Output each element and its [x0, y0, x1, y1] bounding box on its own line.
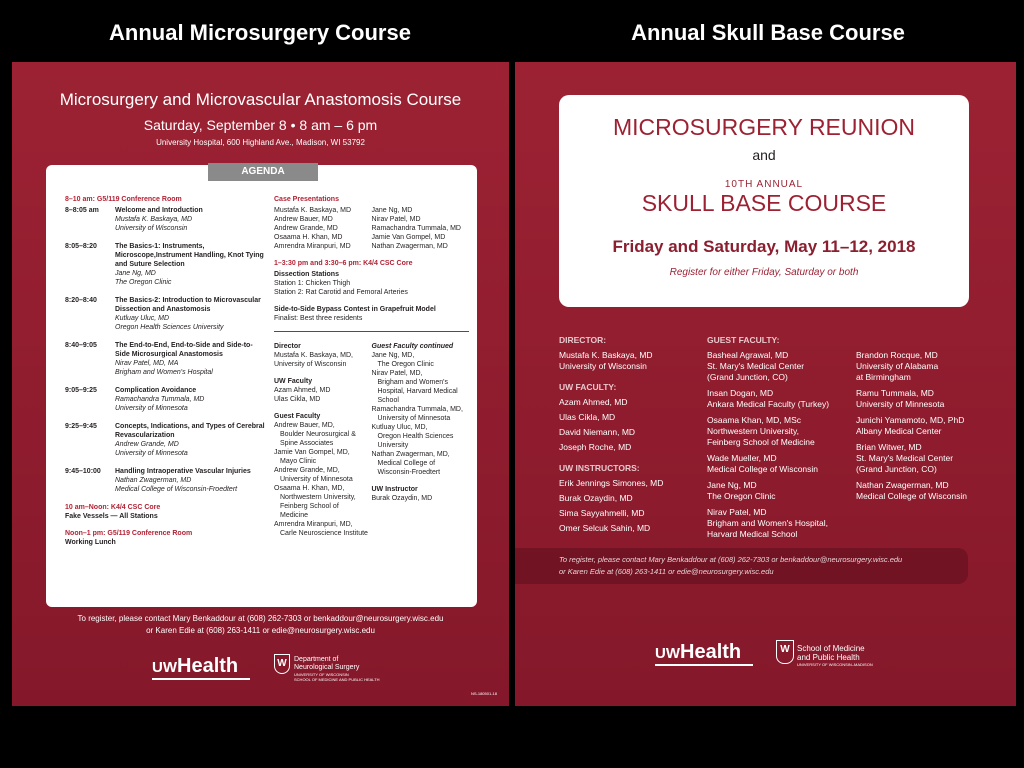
guest-faculty-entry	[707, 507, 857, 540]
guest-faculty-entry	[707, 350, 857, 383]
instructor-name: Sima Sayyahmelli, MD	[559, 508, 645, 518]
director-line: University of Wisconsin	[559, 361, 647, 371]
noon-text: Working Lunch	[65, 539, 116, 546]
session-time: 8:20–8:40	[65, 297, 97, 304]
session-speaker: Jane Ng, MD	[115, 270, 156, 277]
guest-faculty-line: Nirav Patel, MD	[707, 507, 767, 517]
session-title: The Basics-2: Introduction to Microvascular Dissection and Anastomosis	[115, 297, 261, 313]
guest-faculty-line: The Oregon Clinic	[707, 491, 776, 501]
guest-faculty-continued-heading: Guest Faculty continued	[371, 343, 454, 350]
session-speaker: Andrew Grande, MD	[115, 441, 179, 448]
session-title: Complication Avoidance	[115, 387, 197, 394]
case-presenter: Ramachandra Tummala, MD	[371, 225, 461, 232]
guest-faculty-list-2	[856, 350, 1016, 502]
guest-faculty-line: Mayo Clinic	[280, 458, 317, 465]
case-presenter: Jamie Van Gompel, MD	[371, 234, 446, 241]
guest-faculty-line: Amrendra Miranpuri, MD,	[274, 521, 353, 528]
case-presenter: Andrew Grande, MD	[274, 225, 338, 232]
guest-faculty-line: Brigham and Women's	[377, 379, 448, 386]
faculty-col2	[372, 342, 470, 538]
guest-faculty-line: Brigham and Women's Hospital,	[707, 518, 828, 528]
session-speaker: Kutluay Uluc, MD	[115, 315, 170, 322]
uw-health-logo	[152, 655, 238, 678]
guest-faculty-line: Nirav Patel, MD,	[371, 370, 423, 377]
case-presenter: Nathan Zwagerman, MD	[371, 243, 448, 250]
session-row	[65, 242, 265, 287]
session-affiliation: Medical College of Wisconsin-Froedtert	[115, 486, 238, 493]
guest-faculty-line: Jane Ng, MD,	[371, 352, 415, 359]
guest-faculty-line: Brian Witwer, MD	[856, 442, 922, 452]
session-time: 9:45–10:00	[65, 468, 101, 475]
registration-line-1: To register, please contact Mary Benkaddour at (608) 262-7303 or benkaddour@neurosurgery.wisc.edu	[559, 555, 903, 564]
skull-base-title: SKULL BASE COURSE	[641, 190, 887, 216]
session-row	[65, 422, 265, 458]
session-details	[115, 386, 265, 413]
registration-line-1: To register, please contact Mary Benkaddour at (608) 262-7303 or benkaddour@neurosurgery.wisc.edu	[77, 614, 444, 623]
logo-underline	[655, 664, 753, 666]
agenda-right-column	[274, 195, 469, 538]
guest-faculty-list-1	[707, 350, 857, 540]
session-title: The Basics-1: Instruments, Microscope,Instrument Handling, Knot Tying and Suture Selection	[115, 243, 264, 268]
session-speaker: Mustafa K. Baskaya, MD	[115, 216, 193, 223]
session-title: Welcome and Introduction	[115, 207, 203, 214]
uw-instructor-name: Burak Ozaydin, MD	[371, 495, 433, 502]
session-title: The End-to-End, End-to-Side and Side-to-Side Microsurgical Anastomosis	[115, 342, 253, 358]
session-title: Handling Intraoperative Vascular Injuries	[115, 468, 251, 475]
late-morning-text: Fake Vessels — All Stations	[65, 513, 158, 520]
session-affiliation: University of Minnesota	[115, 405, 188, 412]
session-affiliation: University of Wisconsin	[115, 225, 188, 232]
logo-uw-text: UW	[655, 645, 680, 662]
guest-faculty-line: Wisconsin-Froedtert	[377, 469, 441, 476]
case-presenter: Nirav Patel, MD	[371, 216, 421, 223]
department-logo-text	[294, 656, 380, 682]
faculty-lists	[274, 342, 469, 538]
guest-faculty-line: Jamie Van Gompel, MD,	[274, 449, 350, 456]
session-row	[65, 296, 265, 332]
guest-faculty-line: Wade Mueller, MD	[707, 453, 777, 463]
case-presenter: Osaama H. Khan, MD	[274, 234, 343, 241]
guest-faculty-line: University	[377, 442, 409, 449]
title-card	[559, 95, 969, 307]
guest-faculty-line: Medical College of Wisconsin	[856, 491, 968, 501]
case-presenter: Andrew Bauer, MD	[274, 216, 333, 223]
guest-faculty-line: Basheal Agrawal, MD	[707, 350, 789, 360]
registration-line-2: or Karen Edie at (608) 263-1411 or edie@neurosurgery.wisc.edu	[146, 626, 375, 635]
agenda-schedule	[65, 195, 265, 547]
registration-line-2: or Karen Edie at (608) 263-1411 or edie@neurosurgery.wisc.edu	[559, 567, 774, 576]
session-details	[115, 206, 265, 233]
guest-faculty-line: (Grand Junction, CO)	[856, 464, 937, 474]
morning-heading: 8–10 am: G5/119 Conference Room	[65, 196, 182, 203]
guest-faculty-heading: GUEST FACULTY:	[707, 335, 780, 345]
guest-faculty-line: Feinberg School of Medicine	[707, 437, 815, 447]
guest-faculty-list	[274, 421, 372, 538]
guest-faculty-line: Hospital, Harvard Medical	[377, 388, 458, 395]
registration-info	[12, 613, 509, 637]
course-date: Saturday, September 8 • 8 am – 6 pm	[143, 117, 378, 133]
session-details	[115, 296, 265, 332]
skull-base-flyer	[515, 62, 1016, 706]
logo-uw-text: UW	[152, 659, 177, 676]
session-row	[65, 386, 265, 413]
case-presenter: Jane Ng, MD	[371, 207, 413, 214]
divider	[274, 331, 469, 332]
guest-faculty-line: Feinberg School of	[280, 503, 339, 510]
guest-faculty-line: Osaama Khan, MD, MSc	[707, 415, 802, 425]
school-line-1: School of Medicine	[797, 644, 865, 653]
session-affiliation: University of Minnesota	[115, 450, 188, 457]
case-presenter: Amrendra Miranpuri, MD	[274, 243, 351, 250]
course-address: University Hospital, 600 Highland Ave., Madison, WI 53792	[156, 138, 365, 147]
dept-line-2: Neurological Surgery	[294, 664, 360, 671]
uw-instructors-list	[559, 478, 704, 534]
uw-instructors-heading: UW INSTRUCTORS:	[559, 463, 640, 473]
guest-faculty-line: Insan Dogan, MD	[707, 388, 774, 398]
case-presenters	[274, 206, 469, 251]
late-morning-heading: 10 am–Noon: K4/4 CSC Core	[65, 504, 161, 511]
and-text: and	[752, 147, 776, 163]
guest-faculty-line: Oregon Health Sciences	[377, 433, 454, 440]
reunion-title: MICROSURGERY REUNION	[612, 114, 916, 140]
instructor-name: Erik Jennings Simones, MD	[559, 478, 664, 488]
guest-faculty-line: Harvard Medical School	[707, 529, 798, 539]
faculty-col-2	[707, 335, 857, 545]
faculty-name: Joseph Roche, MD	[559, 442, 632, 452]
contest-heading: Side-to-Side Bypass Contest in Grapefruit Model	[274, 306, 436, 313]
course-title: Microsurgery and Microvascular Anastomosis Course	[59, 90, 462, 109]
session-row	[65, 206, 265, 233]
dept-small-2: SCHOOL OF MEDICINE AND PUBLIC HEALTH	[294, 677, 380, 682]
session-row	[65, 467, 265, 494]
guest-faculty-line: St. Mary's Medical Center	[707, 361, 805, 371]
agenda-label: AGENDA	[208, 163, 318, 181]
course-date: Friday and Saturday, May 11–12, 2018	[612, 237, 916, 256]
director-heading: Director	[274, 343, 301, 350]
guest-faculty-entry	[856, 480, 1016, 502]
registration-bar	[515, 548, 968, 584]
session-row	[65, 341, 265, 377]
uw-instructor-heading: UW Instructor	[371, 486, 418, 493]
logo-health-text: Health	[177, 655, 239, 677]
faculty-name: Ulas Cikla, MD	[274, 396, 321, 403]
director-list	[274, 351, 372, 369]
logo-underline	[152, 678, 250, 680]
guest-faculty-line: University of Minnesota	[280, 476, 353, 483]
right-column-heading: Annual Skull Base Course	[631, 20, 905, 45]
uw-faculty-list	[559, 397, 704, 453]
session-speaker: Ramachandra Tummala, MD	[115, 396, 205, 403]
director-line: Mustafa K. Baskaya, MD,	[274, 352, 353, 359]
session-time: 8:05–8:20	[65, 243, 97, 250]
registration-option: Register for either Friday, Saturday or both	[669, 267, 859, 278]
guest-faculty-line: University of Alabama	[856, 361, 939, 371]
session-affiliation: Brigham and Women's Hospital	[115, 369, 213, 376]
noon-heading: Noon–1 pm: G5/119 Conference Room	[65, 530, 193, 537]
session-speaker: Nathan Zwagerman, MD	[115, 477, 192, 484]
guest-faculty-line: Kutluay Uluc, MD,	[371, 424, 428, 431]
director-line: Mustafa K. Baskaya, MD	[559, 350, 653, 360]
contest-text: Finalist: Best three residents	[274, 315, 363, 322]
guest-faculty-line: Medical College of Wisconsin	[707, 464, 819, 474]
uw-crest-icon: W	[274, 654, 290, 674]
school-small: UNIVERSITY OF WISCONSIN–MADISON	[797, 662, 873, 667]
guest-faculty-line: Spine Associates	[280, 440, 334, 447]
station-item: Station 2: Rat Carotid and Femoral Arteries	[274, 289, 408, 296]
session-time: 8:40–9:05	[65, 342, 97, 349]
afternoon-heading: 1–3:30 pm and 3:30–6 pm: K4/4 CSC Core	[274, 260, 413, 267]
guest-faculty-line: Medical College of	[377, 460, 436, 467]
session-time: 9:05–9:25	[65, 387, 97, 394]
guest-faculty-entry	[707, 453, 857, 475]
case-presentations-heading: Case Presentations	[274, 196, 339, 203]
director-line: University of Wisconsin	[274, 361, 347, 368]
school-logo-text	[797, 644, 873, 668]
faculty-name: Azam Ahmed, MD	[274, 387, 331, 394]
faculty-name: Ulas Cikla, MD	[559, 412, 616, 422]
director-list	[559, 350, 704, 372]
guest-faculty-entry	[856, 415, 1016, 437]
guest-faculty-line: Osaama H. Khan, MD,	[274, 485, 345, 492]
faculty-col-3	[856, 350, 1016, 507]
guest-faculty-line: Northwestern University,	[280, 494, 356, 501]
guest-faculty-line: Andrew Grande, MD,	[274, 467, 340, 474]
logo-health-text: Health	[680, 641, 742, 663]
guest-faculty-line: Northwestern University,	[707, 426, 799, 436]
session-time: 8–8:05 am	[65, 207, 99, 214]
instructor-name: Omer Selcuk Sahin, MD	[559, 523, 651, 533]
session-time: 9:25–9:45	[65, 423, 97, 430]
guest-faculty-line: Andrew Bauer, MD,	[274, 422, 335, 429]
uw-crest-icon: W	[776, 640, 794, 664]
session-title: Concepts, Indications, and Types of Cerebral Revascularization	[115, 423, 265, 439]
guest-faculty-entry	[707, 415, 857, 448]
guest-faculty-line: Ramachandra Tummala, MD,	[371, 406, 463, 413]
document-code: NS-180501-18	[470, 691, 497, 696]
guest-faculty-entry	[856, 442, 1016, 475]
session-details	[115, 467, 265, 494]
session-details	[115, 242, 265, 287]
uw-faculty-heading: UW FACULTY:	[559, 382, 617, 392]
guest-faculty-line: Medicine	[280, 512, 309, 519]
school-line-2: and Public Health	[797, 653, 860, 662]
guest-faculty-line: Nathan Zwagerman, MD	[856, 480, 949, 490]
microsurgery-flyer	[12, 62, 509, 706]
guest-faculty-line: at Birmingham	[856, 372, 911, 382]
faculty-name: Azam Ahmed, MD	[559, 397, 628, 407]
guest-faculty-line: St. Mary's Medical Center	[856, 453, 954, 463]
guest-faculty-line: Junichi Yamamoto, MD, PhD	[856, 415, 965, 425]
session-details	[115, 422, 265, 458]
case-presenters-col1	[274, 206, 372, 251]
session-speaker: Nirav Patel, MD, MA	[115, 360, 179, 367]
session-affiliation: Oregon Health Sciences University	[115, 324, 224, 331]
agenda-box	[46, 165, 477, 607]
case-presenters-col2	[372, 206, 470, 251]
guest-faculty-line: University of Minnesota	[377, 415, 451, 422]
faculty-col1	[274, 342, 372, 538]
guest-faculty-entry	[856, 388, 1016, 410]
guest-faculty-line: University of Minnesota	[856, 399, 945, 409]
guest-faculty-line: School	[377, 397, 399, 404]
instructor-name: Burak Ozaydin, MD	[559, 493, 633, 503]
guest-faculty-line: Carle Neuroscience Institute	[280, 530, 368, 537]
faculty-name: David Niemann, MD	[559, 427, 636, 437]
guest-faculty-line: Boulder Neurosurgical &	[280, 431, 356, 438]
guest-faculty-entry	[856, 350, 1016, 383]
session-affiliation: The Oregon Clinic	[115, 279, 172, 286]
station-item: Station 1: Chicken Thigh	[274, 280, 351, 287]
guest-faculty-line: Ankara Medical Faculty (Turkey)	[707, 399, 830, 409]
guest-faculty-heading: Guest Faculty	[274, 413, 321, 420]
left-column-heading: Annual Microsurgery Course	[109, 20, 411, 45]
guest-faculty-entry	[707, 388, 857, 410]
guest-faculty-line: Ramu Tummala, MD	[856, 388, 934, 398]
dept-line-1: Department of	[294, 656, 339, 663]
guest-faculty-line: Albany Medical Center	[856, 426, 942, 436]
tenth-annual-label: 10TH ANNUAL	[724, 179, 804, 190]
director-heading: DIRECTOR:	[559, 335, 607, 345]
case-presenter: Mustafa K. Baskaya, MD	[274, 207, 352, 214]
dissection-heading: Dissection Stations	[274, 271, 339, 278]
session-details	[115, 341, 265, 377]
guest-faculty-line: Nathan Zwagerman, MD,	[371, 451, 450, 458]
guest-faculty-line: Jane Ng, MD	[707, 480, 757, 490]
faculty-col-1	[559, 335, 704, 538]
uw-faculty-list	[274, 386, 372, 404]
uw-health-logo	[655, 641, 741, 664]
guest-faculty-line: The Oregon Clinic	[377, 361, 434, 368]
guest-faculty-entry	[707, 480, 857, 502]
guest-faculty-line: Brandon Rocque, MD	[856, 350, 938, 360]
guest-faculty-line: (Grand Junction, CO)	[707, 372, 788, 382]
guest-faculty-continued-list	[372, 351, 470, 477]
uw-faculty-heading: UW Faculty	[274, 378, 313, 385]
dept-small-1: UNIVERSITY OF WISCONSIN	[294, 672, 349, 677]
dissection-stations	[274, 279, 469, 297]
